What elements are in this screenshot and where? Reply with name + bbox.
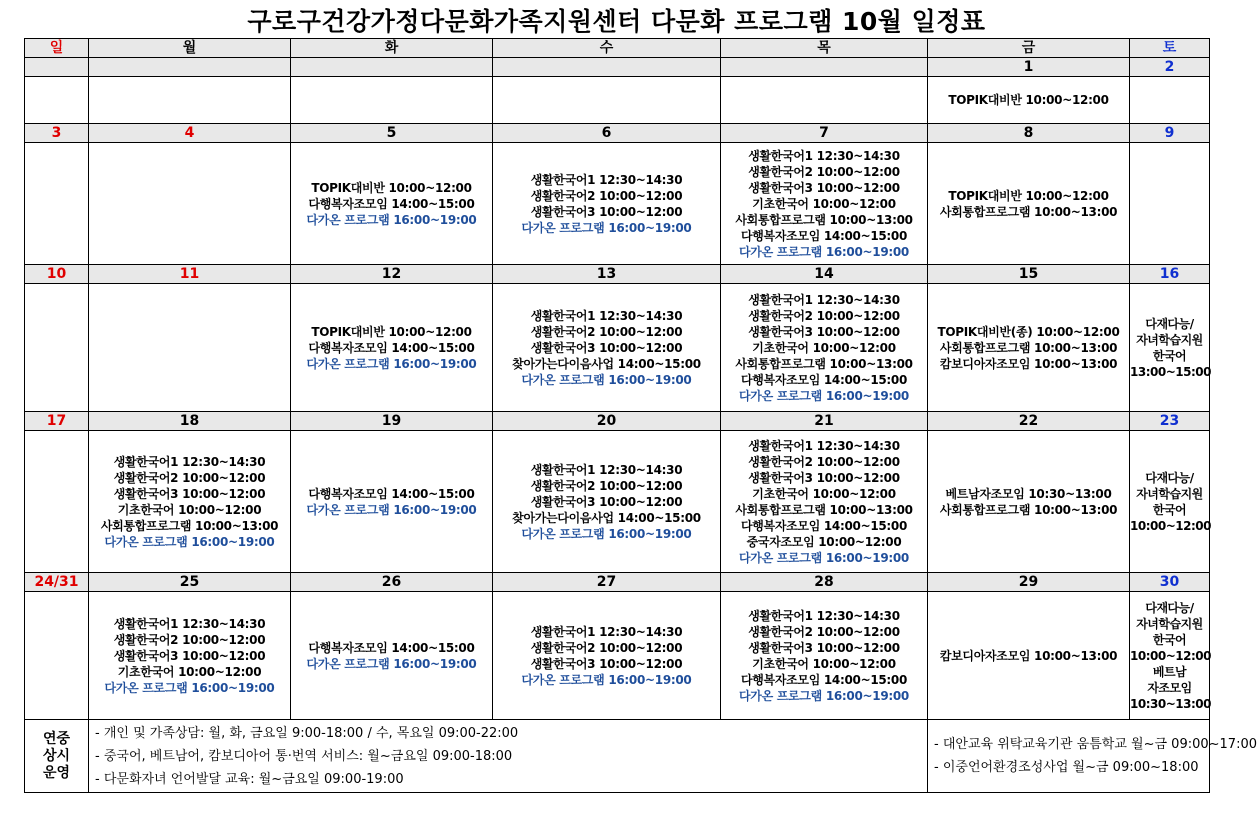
notes-row — [25, 720, 1210, 793]
date-number: 4 — [89, 124, 291, 143]
events-row — [25, 592, 1210, 720]
event-item: 기초한국어 10:00~12:00 — [117, 502, 262, 517]
date-number: 8 — [928, 124, 1130, 143]
program-event: 다가온 프로그램 16:00~19:00 — [739, 688, 909, 703]
events-row — [25, 77, 1210, 124]
event-item: 생활한국어2 10:00~12:00 — [113, 470, 266, 485]
event-item: 기초한국어 10:00~12:00 — [752, 340, 896, 355]
date-number: 28 — [721, 573, 928, 592]
event-item: 생활한국어3 10:00~12:00 — [748, 180, 900, 195]
date-number: 19 — [291, 412, 493, 431]
event-item: 다행복자조모임 14:00~15:00 — [308, 340, 475, 355]
event-item: 사회통합프로그램 10:00~13:00 — [939, 502, 1118, 517]
date-number: 10 — [25, 265, 89, 284]
date-number — [89, 58, 291, 77]
event-item: 생활한국어3 10:00~12:00 — [113, 648, 266, 663]
day-cell — [89, 592, 291, 720]
date-number — [721, 58, 928, 77]
day-cell — [89, 143, 291, 265]
date-number: 16 — [1130, 265, 1210, 284]
program-event: 다가온 프로그램 16:00~19:00 — [739, 244, 909, 259]
day-cell — [25, 143, 89, 265]
event-item: 10:00~12:00 — [1130, 518, 1211, 533]
day-cell — [25, 592, 89, 720]
notes-label-line: 연중 — [42, 730, 71, 747]
event-item: 한국어 — [1152, 348, 1187, 363]
event-item: 생활한국어3 10:00~12:00 — [748, 470, 900, 485]
day-cell — [493, 431, 721, 573]
weekday-sat: 토 — [1130, 39, 1210, 58]
program-event: 다가온 프로그램 16:00~19:00 — [521, 672, 692, 687]
program-event: 다가온 프로그램 16:00~19:00 — [739, 388, 909, 403]
weekday-mon: 월 — [89, 39, 291, 58]
event-item: 10:00~12:00 — [1130, 648, 1211, 663]
day-cell — [928, 77, 1130, 124]
event-item: TOPIK대비반(종) 10:00~12:00 — [937, 324, 1120, 339]
schedule-table — [24, 38, 1257, 793]
day-cell — [291, 77, 493, 124]
event-item: 기초한국어 10:00~12:00 — [752, 486, 896, 501]
date-number-row — [25, 573, 1210, 592]
weekday-fri: 금 — [928, 39, 1130, 58]
event-item: 생활한국어1 12:30~14:30 — [530, 624, 683, 639]
event-item: TOPIK대비반 10:00~12:00 — [948, 188, 1109, 203]
date-number — [493, 58, 721, 77]
program-event: 다가온 프로그램 16:00~19:00 — [521, 372, 692, 387]
event-item: 자녀학습지원 — [1136, 486, 1203, 501]
events-row — [25, 431, 1210, 573]
day-cell — [1130, 431, 1210, 573]
event-item: 다행복자조모임 14:00~15:00 — [308, 640, 475, 655]
event-item: 생활한국어3 10:00~12:00 — [530, 494, 683, 509]
event-item: 한국어 — [1152, 632, 1187, 647]
events-row — [25, 284, 1210, 412]
page-title: 구로구건강가정다문화가족지원센터 다문화 프로그램 10월 일정표 — [247, 7, 986, 36]
event-item: 기초한국어 10:00~12:00 — [752, 196, 896, 211]
date-number: 11 — [89, 265, 291, 284]
day-cell — [1130, 592, 1210, 720]
event-item: 사회통합프로그램 10:00~13:00 — [100, 518, 279, 533]
event-item: 생활한국어2 10:00~12:00 — [530, 478, 683, 493]
event-item: 생활한국어2 10:00~12:00 — [113, 632, 266, 647]
event-item: 생활한국어3 10:00~12:00 — [530, 204, 683, 219]
event-item: 생활한국어2 10:00~12:00 — [748, 624, 900, 639]
notes-right — [928, 720, 1257, 793]
date-number: 1 — [928, 58, 1130, 77]
note-item: - 다문화자녀 언어발달 교육: 월~금요일 09:00-19:00 — [95, 771, 404, 787]
day-cell — [1130, 284, 1210, 412]
event-item: 생활한국어1 12:30~14:30 — [530, 462, 683, 477]
event-item: 생활한국어3 10:00~12:00 — [530, 340, 683, 355]
date-number: 29 — [928, 573, 1130, 592]
day-cell — [493, 143, 721, 265]
date-number: 2 — [1130, 58, 1210, 77]
program-event: 다가온 프로그램 16:00~19:00 — [739, 550, 909, 565]
event-item: 중국자조모임 10:00~12:00 — [746, 534, 902, 549]
event-item: 생활한국어2 10:00~12:00 — [530, 640, 683, 655]
day-cell — [721, 143, 928, 265]
event-item: 생활한국어3 10:00~12:00 — [113, 486, 266, 501]
event-item: 생활한국어1 12:30~14:30 — [530, 172, 683, 187]
event-item: 베트남 — [1152, 664, 1187, 679]
day-cell — [291, 592, 493, 720]
event-item: 캄보디아자조모임 10:00~13:00 — [939, 648, 1118, 663]
event-item: 다행복자조모임 14:00~15:00 — [740, 228, 908, 243]
day-cell — [928, 284, 1130, 412]
date-number: 17 — [25, 412, 89, 431]
event-item: 한국어 — [1152, 502, 1187, 517]
date-number — [25, 58, 89, 77]
event-item: 찾아가는다이음사업 14:00~15:00 — [512, 356, 701, 371]
day-cell — [1130, 143, 1210, 265]
event-item: 다행복자조모임 14:00~15:00 — [740, 518, 908, 533]
event-item: 사회통합프로그램 10:00~13:00 — [939, 340, 1118, 355]
date-number: 22 — [928, 412, 1130, 431]
event-item: 사회통합프로그램 10:00~13:00 — [735, 356, 913, 371]
event-item: 생활한국어1 12:30~14:30 — [530, 308, 683, 323]
date-number: 30 — [1130, 573, 1210, 592]
day-cell — [928, 592, 1130, 720]
event-item: 기초한국어 10:00~12:00 — [752, 656, 896, 671]
weekday-tue: 화 — [291, 39, 493, 58]
day-cell — [721, 431, 928, 573]
event-item: 자녀학습지원 — [1136, 616, 1203, 631]
event-item: 사회통합프로그램 10:00~13:00 — [735, 502, 913, 517]
day-cell — [89, 77, 291, 124]
event-item: TOPIK대비반 10:00~12:00 — [948, 93, 1109, 107]
day-cell — [928, 431, 1130, 573]
program-event: 다가온 프로그램 16:00~19:00 — [306, 656, 477, 671]
note-item: - 이중언어환경조성사업 월~금 09:00~18:00 — [934, 760, 1199, 775]
event-item: 13:00~15:00 — [1130, 364, 1211, 379]
date-number: 3 — [25, 124, 89, 143]
date-number — [291, 58, 493, 77]
date-number: 7 — [721, 124, 928, 143]
day-cell — [928, 143, 1130, 265]
event-item: 생활한국어2 10:00~12:00 — [748, 308, 900, 323]
day-cell — [721, 77, 928, 124]
date-number: 20 — [493, 412, 721, 431]
day-cell — [291, 143, 493, 265]
event-item: 사회통합프로그램 10:00~13:00 — [735, 212, 913, 227]
event-item: TOPIK대비반 10:00~12:00 — [311, 180, 472, 195]
date-number: 25 — [89, 573, 291, 592]
event-item: 생활한국어1 12:30~14:30 — [748, 148, 900, 163]
note-item: - 중국어, 베트남어, 캄보디아어 통·번역 서비스: 월~금요일 09:00-18:00 — [95, 748, 513, 764]
date-number-row — [25, 124, 1210, 143]
day-cell — [291, 431, 493, 573]
program-event: 다가온 프로그램 16:00~19:00 — [306, 502, 477, 517]
event-item: 다재다능/ — [1145, 470, 1194, 485]
event-item: 생활한국어3 10:00~12:00 — [530, 656, 683, 671]
event-item: 생활한국어1 12:30~14:30 — [748, 608, 900, 623]
date-number-row — [25, 58, 1210, 77]
event-item: 베트남자조모임 10:30~13:00 — [945, 486, 1112, 501]
event-item: 기초한국어 10:00~12:00 — [117, 664, 262, 679]
notes-label-line: 상시 — [42, 747, 71, 764]
day-cell — [25, 431, 89, 573]
program-event: 다가온 프로그램 16:00~19:00 — [521, 526, 692, 541]
day-cell — [493, 77, 721, 124]
date-number: 6 — [493, 124, 721, 143]
event-item: 자녀학습지원 — [1136, 332, 1203, 347]
event-item: 생활한국어1 12:30~14:30 — [748, 292, 900, 307]
day-cell — [493, 592, 721, 720]
event-item: 10:30~13:00 — [1130, 696, 1211, 711]
event-item: 다행복자조모임 14:00~15:00 — [740, 672, 908, 687]
date-number: 26 — [291, 573, 493, 592]
date-number-row — [25, 412, 1210, 431]
event-item: 캄보디아자조모임 10:00~13:00 — [939, 356, 1118, 371]
weekday-header-row — [25, 39, 1210, 58]
day-cell — [25, 77, 89, 124]
event-item: TOPIK대비반 10:00~12:00 — [311, 324, 472, 339]
day-cell — [721, 284, 928, 412]
weekday-wed: 수 — [493, 39, 721, 58]
events-row — [25, 143, 1210, 265]
event-item: 찾아가는다이음사업 14:00~15:00 — [512, 510, 701, 525]
event-item: 생활한국어2 10:00~12:00 — [530, 324, 683, 339]
day-cell — [1130, 77, 1210, 124]
date-number: 27 — [493, 573, 721, 592]
program-event: 다가온 프로그램 16:00~19:00 — [104, 680, 275, 695]
event-item: 사회통합프로그램 10:00~13:00 — [939, 204, 1118, 219]
event-item: 생활한국어3 10:00~12:00 — [748, 324, 900, 339]
date-number: 5 — [291, 124, 493, 143]
day-cell — [721, 592, 928, 720]
notes-label — [25, 720, 89, 793]
day-cell — [25, 284, 89, 412]
program-event: 다가온 프로그램 16:00~19:00 — [306, 356, 477, 371]
event-item: 다행복자조모임 14:00~15:00 — [308, 486, 475, 501]
date-number-row — [25, 265, 1210, 284]
date-number: 14 — [721, 265, 928, 284]
date-number: 13 — [493, 265, 721, 284]
event-item: 생활한국어1 12:30~14:30 — [113, 454, 266, 469]
event-item: 다행복자조모임 14:00~15:00 — [308, 196, 475, 211]
program-event: 다가온 프로그램 16:00~19:00 — [521, 220, 692, 235]
date-number: 21 — [721, 412, 928, 431]
date-number: 15 — [928, 265, 1130, 284]
day-cell — [291, 284, 493, 412]
date-number: 9 — [1130, 124, 1210, 143]
program-event: 다가온 프로그램 16:00~19:00 — [306, 212, 477, 227]
event-item: 생활한국어3 10:00~12:00 — [748, 640, 900, 655]
date-number: 23 — [1130, 412, 1210, 431]
program-event: 다가온 프로그램 16:00~19:00 — [104, 534, 275, 549]
note-item: - 대안교육 위탁교육기관 움틈학교 월~금 09:00~17:00 — [934, 737, 1257, 752]
event-item: 생활한국어1 12:30~14:30 — [113, 616, 266, 631]
date-number: 12 — [291, 265, 493, 284]
event-item: 다재다능/ — [1145, 600, 1194, 615]
event-item: 생활한국어2 10:00~12:00 — [748, 164, 900, 179]
event-item: 다재다능/ — [1145, 316, 1194, 331]
notes-label-line: 운영 — [42, 764, 71, 781]
event-item: 다행복자조모임 14:00~15:00 — [740, 372, 908, 387]
day-cell — [493, 284, 721, 412]
day-cell — [89, 431, 291, 573]
event-item: 자조모임 — [1147, 680, 1192, 695]
notes-left — [89, 720, 928, 793]
weekday-thu: 목 — [721, 39, 928, 58]
weekday-sun: 일 — [25, 39, 89, 58]
event-item: 생활한국어1 12:30~14:30 — [748, 438, 900, 453]
date-number: 18 — [89, 412, 291, 431]
event-item: 생활한국어2 10:00~12:00 — [748, 454, 900, 469]
day-cell — [89, 284, 291, 412]
event-item: 생활한국어2 10:00~12:00 — [530, 188, 683, 203]
date-number: 24/31 — [25, 573, 89, 592]
note-item: - 개인 및 가족상담: 월, 화, 금요일 9:00-18:00 / 수, 목요일 09:00-22:00 — [95, 725, 519, 741]
